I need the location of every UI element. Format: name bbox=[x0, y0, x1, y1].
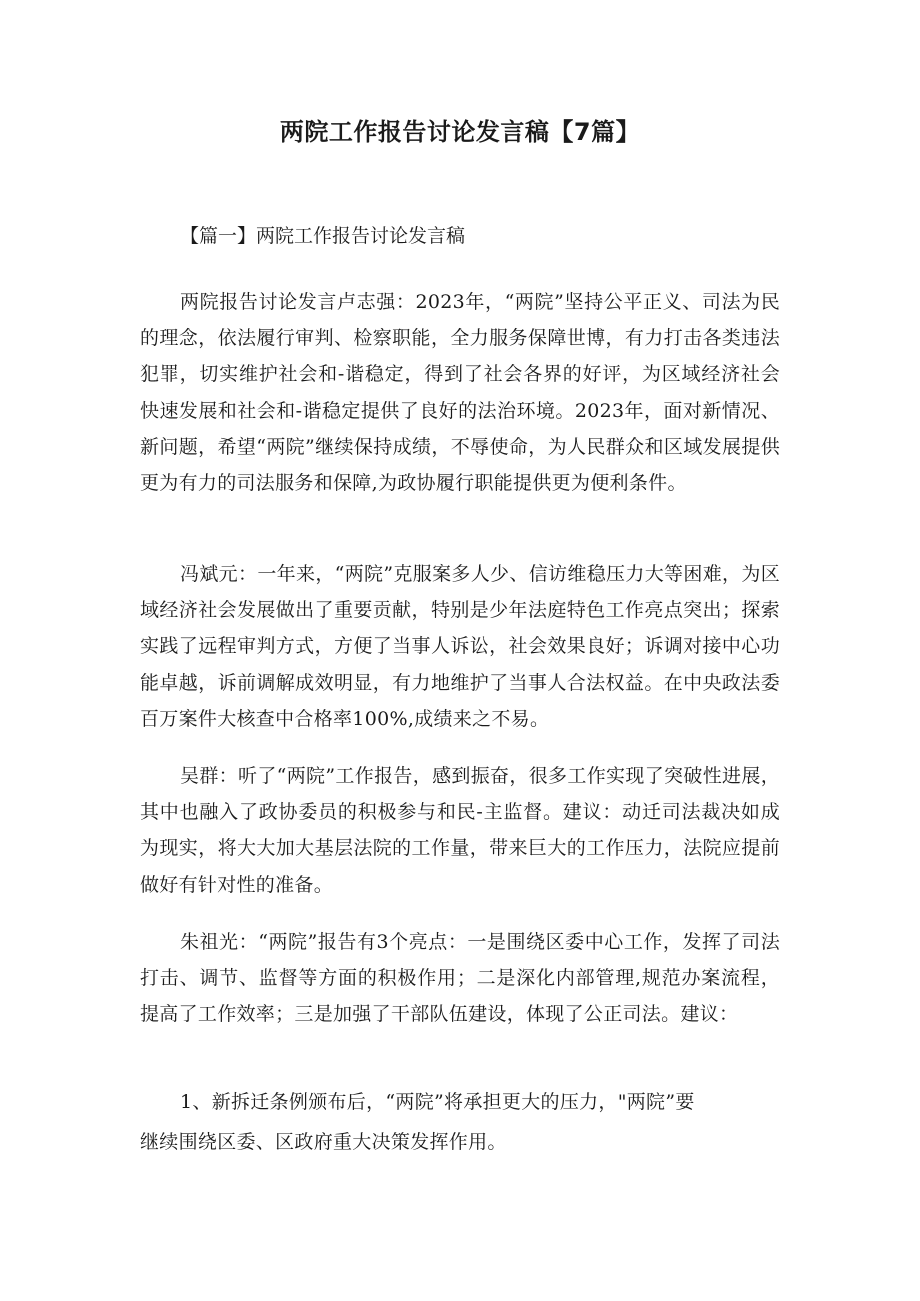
list-item-1-line-2: 继续围绕区委、区政府重大决策发挥作用。 bbox=[140, 1131, 507, 1153]
paragraph-wu-qun: 吴群：听了“两院”工作报告，感到振奋，很多工作实现了突破性进展，其中也融入了政协委员的积极参与和民-主监督。建议：动迁司法裁决如成为现实，将大大加大基层法院的工作量，带来巨大的工作压力，法院应提前做好有针对性的准备。 bbox=[140, 765, 780, 896]
document-title: 两院工作报告讨论发言稿【7篇】 bbox=[279, 118, 641, 146]
paragraph-feng-binyuan: 冯斌元：一年来，“两院”克服案多人少、信访维稳压力大等困难，为区域经济社会发展做出了重要贡献，特别是少年法庭特色工作亮点突出；探索实践了远程审判方式，方便了当事人诉讼，社会效果良好；诉调对接中心功能卓越，诉前调解成效明显，有力地维护了当事人合法权益。在中央政法委百万案件大核查中合格率100%,成绩来之不易。 bbox=[140, 563, 780, 730]
paragraph-lu-zhiqiang: 两院报告讨论发言卢志强：2023年，“两院”坚持公平正义、司法为民的理念，依法履行审判、检察职能，全力服务保障世博，有力打击各类违法犯罪，切实维护社会和-谐稳定，得到了社会各界的好评，为区域经济社会快速发展和社会和-谐稳定提供了良好的法治环境。2023年，面对新情况、新问题，希望“两院”继续保持成绩，不辱使命，为人民群众和区域发展提供更为有力的司法服务和保障,为政协履行职能提供更为便利条件。 bbox=[140, 291, 780, 495]
section-heading: 【篇一】两院工作报告讨论发言稿 bbox=[180, 225, 466, 247]
list-item-1-line-1: 1、新拆迁条例颁布后，“两院”将承担更大的压力，"两院”要 bbox=[180, 1091, 695, 1113]
paragraph-zhu-zuguang: 朱祖光：“两院”报告有3个亮点：一是围绕区委中心工作，发挥了司法打击、调节、监督等方面的积极作用；二是深化内部管理,规范办案流程，提高了工作效率；三是加强了干部队伍建设，体现了公正司法。建议： bbox=[140, 931, 780, 1026]
